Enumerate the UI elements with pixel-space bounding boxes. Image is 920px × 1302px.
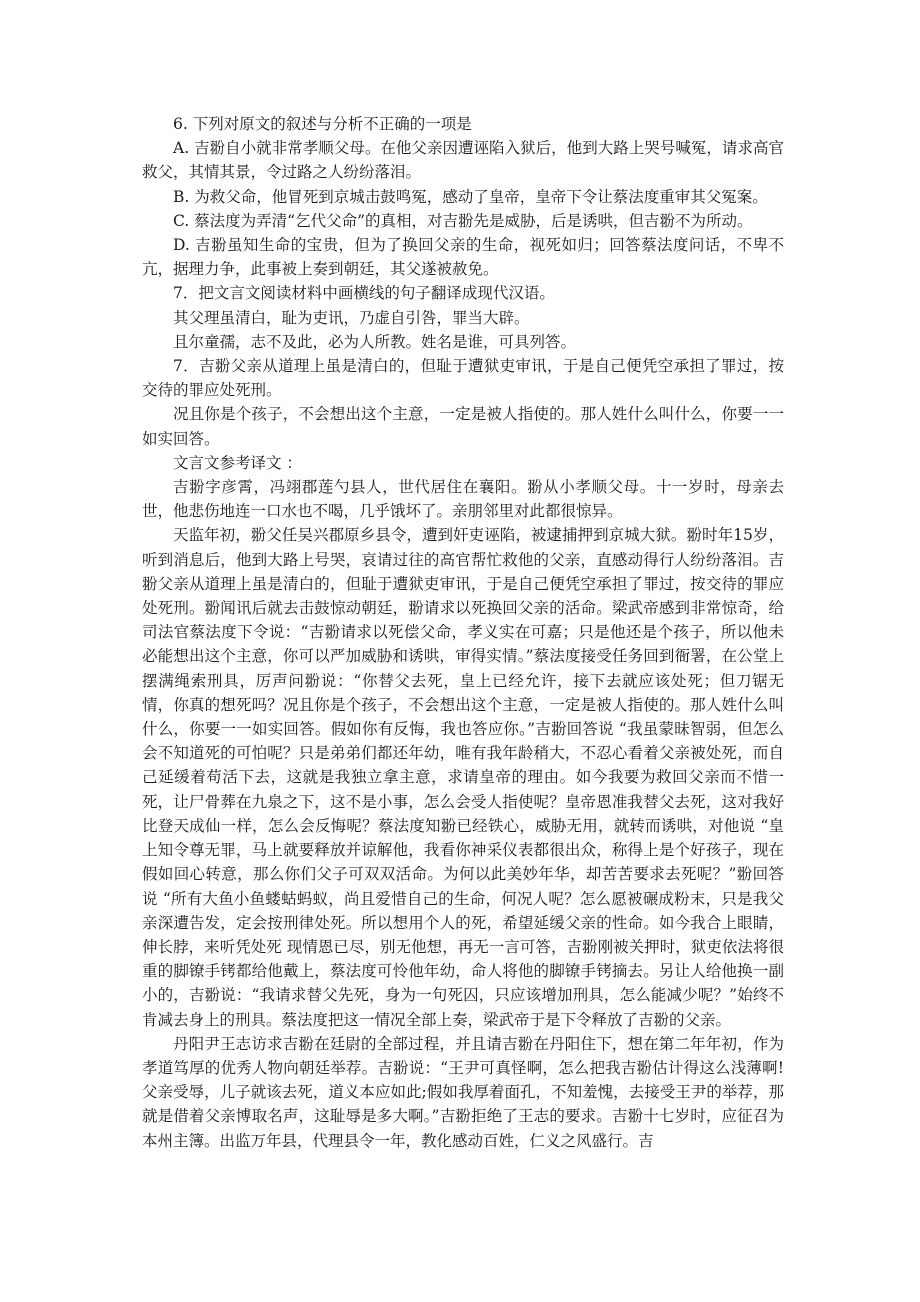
answer-7-part-2: 况且你是个孩子，不会想出这个主意，一定是被人指使的。那人姓什么叫什么，你要一一如实回答。	[142, 405, 784, 448]
question-7-sentence-1: 其父理虽清白，耻为吏讯，乃虚自引咎，罪当大辟。	[173, 308, 530, 327]
translation-paragraph-3: 丹阳尹王志访求吉翂在廷尉的全部过程，并且请吉翂在丹阳住下，想在第二年年初，作为孝道笃厚的优秀人物向朝廷举荐。吉翂说：“王尹可真怪啊，怎么把我吉翂估计得这么浅薄啊!父亲受辱，儿子就该去死，道义本应如此;假如我厚着面孔，不知羞愧，去接受王尹的举荐，那就是借着父亲博取名声，这耻辱是多大啊。”吉翂拒绝了王志的要求。吉翂十七岁时，应征召为本州主簿。出监万年县，代理县令一年，教化感动百姓，仁义之风盛行。吉	[142, 1034, 784, 1150]
option-b: B. 为救父命，他冒死到京城击鼓鸣冤，感动了皇帝，皇帝下令让蔡法度重审其父冤案。	[173, 187, 768, 206]
question-7-sentence-2: 且尔童孺，志不及此，必为人所教。姓名是谁，可具列答。	[173, 332, 577, 351]
document-page	[142, 112, 784, 1153]
option-d: D. 吉翂虽知生命的宝贵，但为了换回父亲的生命，视死如归；回答蔡法度问话，不卑不亢，据理力争，此事被上奏到朝廷，其父遂被赦免。	[142, 236, 784, 279]
translation-heading: 文言文参考译文 ：	[173, 453, 302, 472]
option-a: A. 吉翂自小就非常孝顺父母。在他父亲因遭诬陷入狱后，他到大路上哭号喊冤，请求高官救父，其情其景，令过路之人纷纷落泪。	[142, 139, 784, 182]
translation-paragraph-2: 天监年初，翂父任吴兴郡原乡县令，遭到奸吏诬陷，被逮捕押到京城大狱。翂时年15岁，听到消息后，他到大路上号哭，哀请过往的高官帮忙救他的父亲，直感动得行人纷纷落泪。吉翂父亲从道理上虽是清白的，但耻于遭狱吏审讯，于是自己便凭空承担了罪过，按交待的罪应处死刑。翂闻讯后就去击鼓惊动朝廷，翂请求以死换回父亲的活命。梁武帝感到非常惊奇，给司法官蔡法度下令说：“吉翂请求以死偿父命，孝义实在可嘉；只是他还是个孩子，所以他未必能想出这个主意，你可以严加威胁和诱哄，审得实情。”蔡法度接受任务回到衙署，在公堂上摆满绳索刑具，厉声问翂说：“你替父去死，皇上已经允许，接下去就应该处死；但刀锯无情，你真的想死吗？况且你是个孩子，不会想出这个主意，一定是被人指使的。那人姓什么叫什么，你要一一如实回答。假如你有反悔，我也答应你。”吉翂回答说 “我虽蒙昧智弱，但怎么会不知道死的可怕呢？只是弟弟们都还年幼，唯有我年龄稍大，不忍心看着父亲被处死，而自己延缓着苟活下去，这就是我独立拿主意，求请皇帝的理由。如今我要为救回父亲而不惜一死，让尸骨葬在九泉之下，这不是小事，怎么会受人指使呢？皇帝恩准我替父去死，这对我好比登天成仙一样，怎么会反悔呢？蔡法度知翂已经铁心，威胁无用，就转而诱哄，对他说 “皇上知令尊无罪，马上就要释放并谅解他，我看你神采仪表都很出众，称得上是个好孩子，现在假如回心转意，那么你们父子可双双活命。为何以此美妙年华，却苦苦要求去死呢？”翂回答说 “所有大鱼小鱼蝼蛄蚂蚁，尚且爱惜自己的生命，何况人呢？怎么愿被碾成粉末，只是我父亲深遭告发，定会按刑律处死。所以想用个人的死，希望延缓父亲的性命。如今我合上眼睛，伸长脖，来听凭处死 现情恩已尽，别无他想，再无一言可答，吉翂刚被关押时，狱吏依法将很重的脚镣手铐都给他戴上，蔡法度可怜他年幼，命人将他的脚镣手铐摘去。另让人给他换一副小的，吉翂说：“我请求替父先死，身为一句死囚，只应该增加刑具，怎么能减少呢？”始终不肯减去身上的刑具。蔡法度把这一情况全部上奏，梁武帝于是下令释放了吉翂的父亲。	[142, 526, 784, 1029]
option-c: C. 蔡法度为弄清“乞代父命”的真相，对吉翂先是威胁，后是诱哄，但吉翂不为所动。	[173, 211, 753, 230]
answer-7-part-1: 7．吉翂父亲从道理上虽是清白的，但耻于遭狱吏审讯，于是自己便凭空承担了罪过，按交待的罪应处死刑。	[142, 357, 784, 400]
translation-paragraph-1: 吉翂字彦霄，冯翊郡莲勺县人，世代居住在襄阳。翂从小孝顺父母。十一岁时，母亲去世，他悲伤地连一口水也不喝，几乎饿坏了。亲朋邻里对此都很惊异。	[142, 478, 784, 521]
question-6-stem: 6. 下列对原文的叙述与分析不正确的一项是	[173, 115, 472, 133]
question-7-stem: 7．把文言文阅读材料中画横线的句子翻译成现代汉语。	[173, 284, 555, 303]
